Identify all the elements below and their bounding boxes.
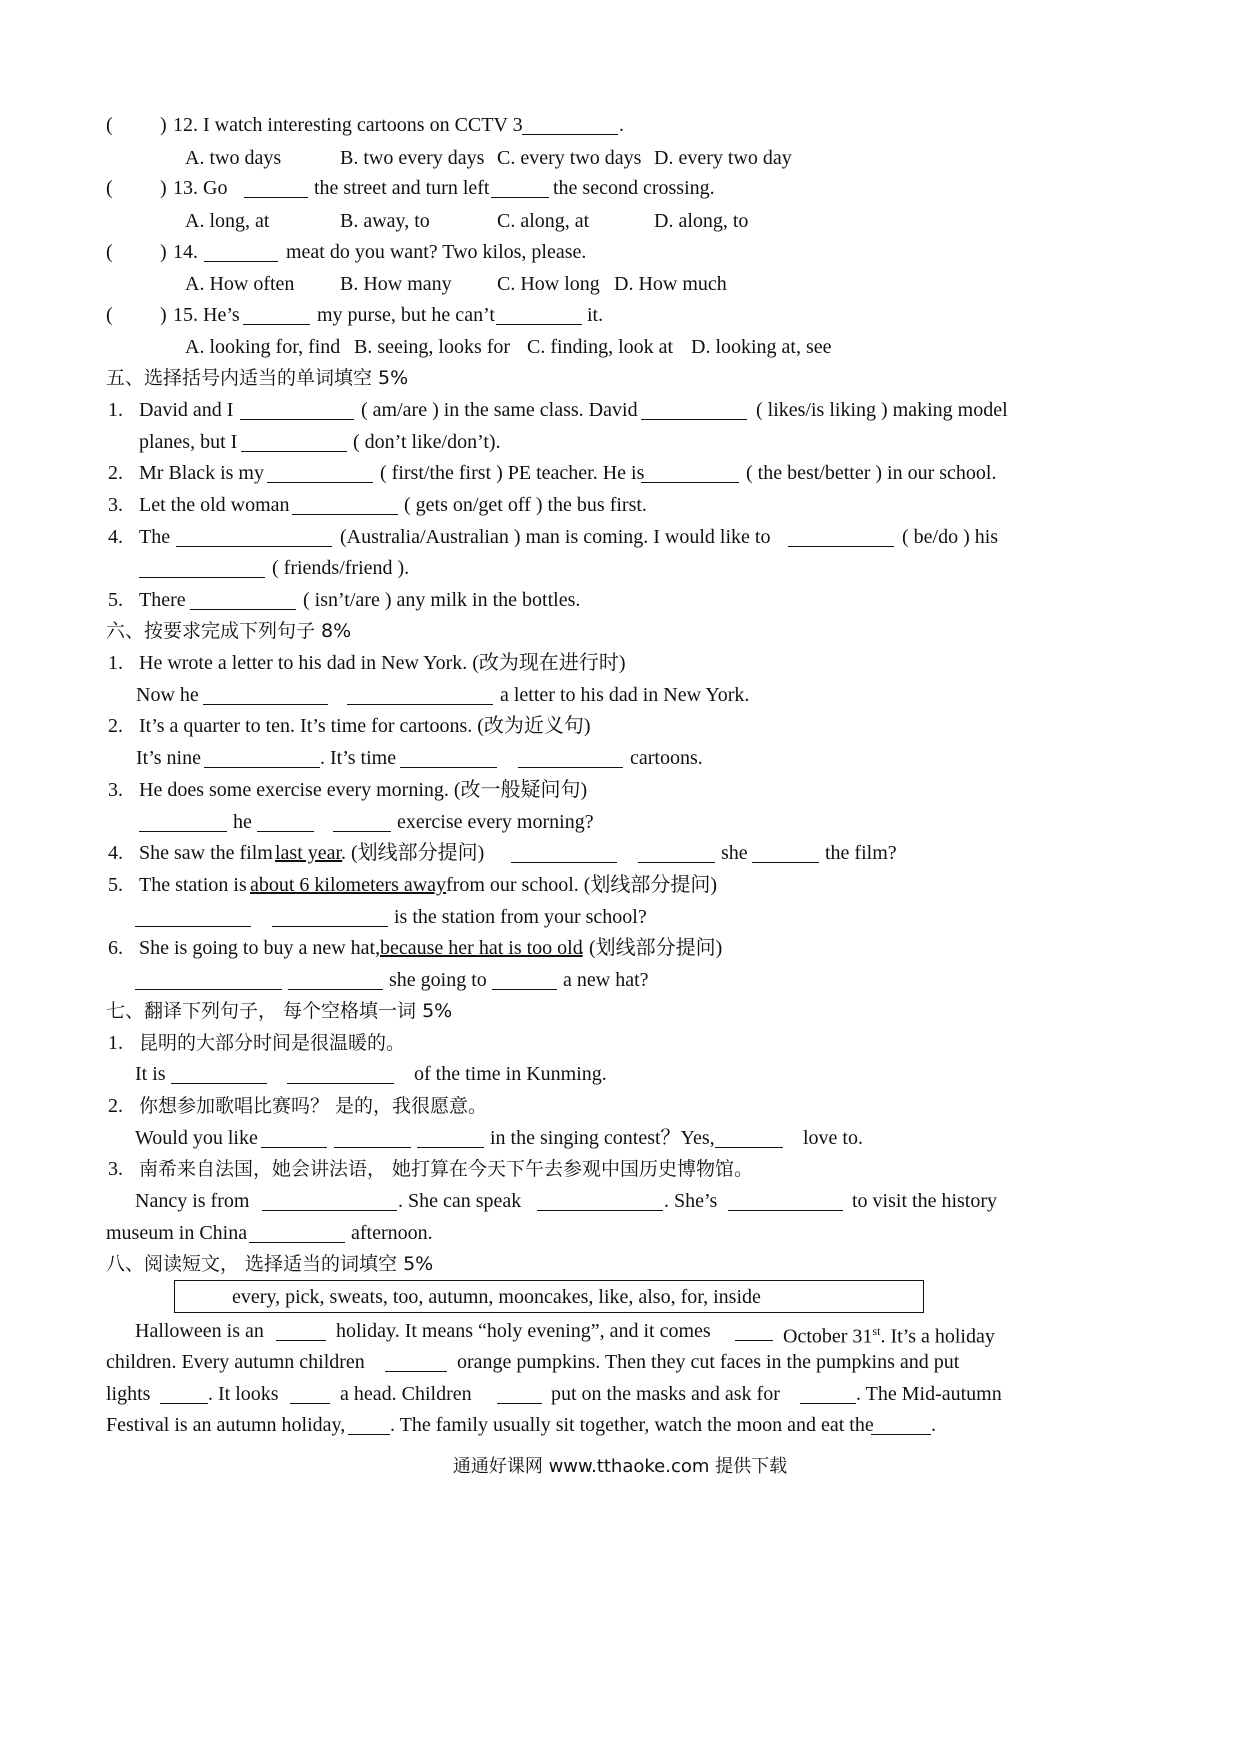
answer-blank[interactable]	[385, 1351, 447, 1372]
option-b: B. two every days	[340, 147, 485, 169]
answer-blank[interactable]	[417, 1127, 484, 1148]
sec6-item-2-answer	[0, 743, 1240, 773]
section-7-title	[0, 996, 1240, 1026]
passage-text: Halloween is an	[135, 1320, 264, 1342]
item-text: It’s nine	[136, 747, 201, 769]
sec6-item-2	[0, 711, 1240, 741]
option-a: A. long, at	[185, 210, 270, 232]
item-text: Nancy is from	[135, 1190, 250, 1212]
item-text: is the station from your school?	[394, 906, 647, 928]
passage-text: orange pumpkins. Then they cut faces in the pumpkins and put	[457, 1351, 960, 1373]
passage-line-2	[0, 1347, 1240, 1377]
item-number: 3.	[108, 1158, 123, 1180]
answer-blank[interactable]	[491, 177, 549, 198]
answer-blank[interactable]	[160, 1383, 208, 1404]
answer-blank[interactable]	[400, 747, 497, 768]
passage-line-1	[0, 1316, 1240, 1346]
item-number: 2.	[108, 462, 123, 484]
answer-blank[interactable]	[287, 1063, 394, 1084]
item-text: The	[139, 526, 171, 548]
passage-text: holiday. It means “holy evening”, and it comes	[336, 1320, 711, 1342]
word-bank: every, pick, sweats, too, autumn, mooncakes, like, also, for, inside	[232, 1286, 761, 1308]
sec6-item-3-answer	[0, 807, 1240, 837]
item-text: The station is	[139, 874, 247, 896]
footer-text: 通通好课网 www.tthaoke.com 提供下载	[452, 1456, 788, 1477]
item-text: in the singing contest？Yes,	[490, 1127, 715, 1149]
options-13	[0, 206, 1240, 236]
item-text: ( isn’t/are ) any milk in the bottles.	[303, 589, 581, 611]
item-number: 5.	[108, 589, 123, 611]
answer-blank[interactable]	[347, 684, 493, 705]
sec5-item-5	[0, 585, 1240, 615]
item-text: love to.	[803, 1127, 863, 1149]
underlined-phrase: about 6 kilometers away	[250, 874, 447, 896]
answer-blank[interactable]	[135, 906, 251, 927]
answer-blank[interactable]	[240, 399, 354, 420]
passage-text: . The family usually sit together, watch the moon and eat the	[390, 1414, 874, 1436]
option-a: A. two days	[185, 147, 282, 169]
question-stem: 14.	[173, 241, 198, 263]
sec7-item-3-cont	[0, 1218, 1240, 1248]
item-text: . She can speak	[398, 1190, 522, 1212]
item-number: 2.	[108, 715, 123, 737]
answer-blank[interactable]	[788, 526, 894, 547]
answer-blank[interactable]	[261, 1127, 327, 1148]
answer-blank[interactable]	[638, 842, 715, 863]
item-text: exercise every morning?	[397, 811, 594, 833]
answer-blank[interactable]	[728, 1190, 843, 1211]
passage-text: . The Mid-autumn	[856, 1383, 1002, 1405]
item-text: She is going to buy a new hat,	[139, 937, 381, 959]
options-12	[0, 143, 1240, 173]
item-text: He wrote a letter to his dad in New York. (改为现在进行时)	[139, 652, 626, 674]
answer-blank[interactable]	[715, 1127, 783, 1148]
option-c: C. How long	[497, 273, 600, 295]
answer-blank[interactable]	[135, 969, 282, 990]
sec7-item-2	[0, 1091, 1240, 1121]
answer-blank[interactable]	[334, 1127, 411, 1148]
item-number: 4.	[108, 842, 123, 864]
options-15	[0, 332, 1240, 362]
item-text: afternoon.	[351, 1222, 433, 1244]
answer-blank[interactable]	[348, 1414, 390, 1435]
item-number: 1.	[108, 1032, 123, 1054]
item-text: a letter to his dad in New York.	[500, 684, 750, 706]
option-c: C. along, at	[497, 210, 590, 232]
option-d: D. every two day	[654, 147, 792, 169]
item-text: ( likes/is liking ) making model	[756, 399, 1008, 421]
option-b: B. How many	[340, 273, 452, 295]
sec6-item-5-answer	[0, 902, 1240, 932]
question-stem: it.	[587, 304, 604, 326]
question-stem: 12. I watch interesting cartoons on CCTV 3	[173, 114, 523, 136]
passage-text: a head. Children	[340, 1383, 472, 1405]
answer-blank[interactable]	[333, 811, 391, 832]
section-6-title	[0, 616, 1240, 646]
sec6-item-5	[0, 870, 1240, 900]
answer-blank[interactable]	[257, 811, 314, 832]
page-footer	[0, 1452, 1240, 1478]
answer-blank[interactable]	[272, 906, 388, 927]
sec5-item-3	[0, 490, 1240, 520]
item-text: . She’s	[664, 1190, 718, 1212]
paren-close: )	[160, 114, 167, 136]
stem-end: .	[619, 114, 624, 136]
item-text: Now he	[136, 684, 199, 706]
answer-blank[interactable]	[204, 241, 278, 262]
question-stem: the second crossing.	[553, 177, 715, 199]
sec5-item-1	[0, 395, 1240, 425]
item-text: museum in China	[106, 1222, 248, 1244]
item-text: . (划线部分提问)	[579, 937, 723, 959]
answer-blank[interactable]	[496, 304, 582, 325]
item-number: 3.	[108, 494, 123, 516]
item-number: 1.	[108, 399, 123, 421]
option-a: A. How often	[185, 273, 295, 295]
answer-blank[interactable]	[249, 1222, 345, 1243]
item-text: she	[721, 842, 748, 864]
item-text: . (划线部分提问)	[341, 842, 485, 864]
item-text: a new hat?	[563, 969, 649, 991]
underlined-phrase: because her hat is too old	[380, 937, 583, 959]
sec5-item-4-cont	[0, 553, 1240, 583]
item-text: . It’s time	[320, 747, 397, 769]
passage-line-3	[0, 1379, 1240, 1409]
option-b: B. seeing, looks for	[354, 336, 511, 358]
option-d: D. along, to	[654, 210, 749, 232]
item-number: 3.	[108, 779, 123, 801]
item-text: to visit the history	[852, 1190, 997, 1212]
section-title: 五、选择括号内适当的单词填空 5%	[106, 367, 409, 389]
sec6-item-3	[0, 775, 1240, 805]
item-number: 2.	[108, 1095, 123, 1117]
sec7-item-1-answer	[0, 1059, 1240, 1089]
option-d: D. looking at, see	[691, 336, 832, 358]
item-text: of the time in Kunming.	[414, 1063, 607, 1085]
item-text-chinese: 你想参加歌唱比赛吗？ 是的，我很愿意。	[139, 1095, 488, 1117]
answer-blank[interactable]	[243, 304, 310, 325]
item-text-chinese: 昆明的大部分时间是很温暖的。	[139, 1032, 406, 1054]
item-text: There	[139, 589, 186, 611]
answer-blank[interactable]	[190, 589, 296, 610]
item-text: David and I	[139, 399, 234, 421]
answer-blank[interactable]	[497, 1383, 542, 1404]
passage-text: . It looks	[208, 1383, 279, 1405]
answer-blank[interactable]	[262, 1190, 397, 1211]
answer-blank[interactable]	[288, 969, 383, 990]
answer-blank[interactable]	[241, 431, 347, 452]
answer-blank[interactable]	[518, 747, 623, 768]
word-bank-line	[0, 1282, 1240, 1312]
answer-blank[interactable]	[800, 1383, 856, 1404]
item-text: ( first/the first ) PE teacher. He is	[380, 462, 645, 484]
sec6-item-4	[0, 838, 1240, 868]
answer-blank[interactable]	[139, 557, 265, 578]
section-5-title	[0, 363, 1240, 393]
options-14	[0, 269, 1240, 299]
answer-blank[interactable]	[176, 526, 332, 547]
question-stem: 13. Go	[173, 177, 228, 199]
option-b: B. away, to	[340, 210, 430, 232]
item-text: planes, but I	[139, 431, 238, 453]
answer-blank[interactable]	[244, 177, 308, 198]
item-text: Mr Black is my	[139, 462, 264, 484]
superscript: st	[872, 1324, 881, 1338]
item-text: It’s a quarter to ten. It’s time for cartoons. (改为近义句)	[139, 715, 591, 737]
item-text: Would you like	[135, 1127, 258, 1149]
item-text: ( am/are ) in the same class. David	[361, 399, 638, 421]
answer-blank[interactable]	[641, 462, 739, 483]
question-13	[0, 173, 1240, 203]
item-text: cartoons.	[630, 747, 703, 769]
item-text: ( don’t like/don’t).	[353, 431, 501, 453]
item-number: 5.	[108, 874, 123, 896]
paren-close: )	[160, 177, 167, 199]
underlined-phrase: last year	[275, 842, 343, 864]
sec5-item-1-cont	[0, 427, 1240, 457]
option-c: C. finding, look at	[527, 336, 674, 358]
paren-close: )	[160, 304, 167, 326]
item-text: the film?	[825, 842, 897, 864]
question-14	[0, 237, 1240, 267]
item-text: ( be/do ) his	[902, 526, 999, 548]
item-text: ( gets on/get off ) the bus first.	[404, 494, 647, 516]
item-text: from our school. (划线部分提问)	[446, 874, 718, 896]
passage-text: Festival is an autumn holiday,	[106, 1414, 346, 1436]
question-12	[0, 110, 1240, 140]
answer-blank[interactable]	[139, 811, 227, 832]
option-d: D. How much	[614, 273, 727, 295]
question-stem: the street and turn left	[314, 177, 490, 199]
passage-text: lights	[106, 1383, 151, 1405]
item-text: He does some exercise every morning. (改一般疑问句)	[139, 779, 588, 801]
item-text: (Australia/Australian ) man is coming. I would like to	[340, 526, 771, 548]
answer-blank[interactable]	[752, 842, 819, 863]
sec6-item-6	[0, 933, 1240, 963]
sec7-item-3	[0, 1154, 1240, 1184]
question-stem: meat do you want? Two kilos, please.	[286, 241, 587, 263]
answer-blank[interactable]	[292, 494, 398, 515]
answer-blank[interactable]	[735, 1320, 773, 1341]
paren-open: (	[106, 304, 113, 326]
sec5-item-4	[0, 522, 1240, 552]
section-title: 六、按要求完成下列句子 8%	[106, 620, 352, 642]
sec7-item-2-answer	[0, 1123, 1240, 1153]
section-8-title	[0, 1249, 1240, 1279]
answer-blank[interactable]	[492, 969, 557, 990]
question-stem: my purse, but he can’t	[317, 304, 495, 326]
answer-blank[interactable]	[522, 114, 618, 135]
item-text: Let the old woman	[139, 494, 290, 516]
paren-open: (	[106, 114, 113, 136]
answer-blank[interactable]	[511, 842, 617, 863]
answer-blank[interactable]	[641, 399, 747, 420]
paren-close: )	[160, 241, 167, 263]
item-text: It is	[135, 1063, 166, 1085]
item-text-chinese: 南希来自法国，她会讲法语， 她打算在今天下午去参观中国历史博物馆。	[139, 1158, 754, 1180]
sec6-item-1	[0, 648, 1240, 678]
passage-text: put on the masks and ask for	[551, 1383, 780, 1405]
passage-text: .	[931, 1414, 936, 1436]
answer-blank[interactable]	[290, 1383, 330, 1404]
sec6-item-6-answer	[0, 965, 1240, 995]
passage-text: October 31st. It’s a holiday	[783, 1324, 995, 1348]
passage-line-4	[0, 1410, 1240, 1440]
question-15	[0, 300, 1240, 330]
sec7-item-1	[0, 1028, 1240, 1058]
answer-blank[interactable]	[276, 1320, 326, 1341]
question-stem: 15. He’s	[173, 304, 240, 326]
answer-blank[interactable]	[871, 1414, 931, 1435]
answer-blank[interactable]	[203, 684, 328, 705]
sec5-item-2	[0, 458, 1240, 488]
sec7-item-3-answer	[0, 1186, 1240, 1216]
option-c: C. every two days	[497, 147, 642, 169]
paren-open: (	[106, 241, 113, 263]
option-a: A. looking for, find	[185, 336, 341, 358]
sec6-item-1-answer	[0, 680, 1240, 710]
answer-blank[interactable]	[204, 747, 320, 768]
section-title: 七、翻译下列句子， 每个空格填一词 5%	[106, 1000, 453, 1022]
item-text: ( the best/better ) in our school.	[746, 462, 997, 484]
passage-text: children. Every autumn children	[106, 1351, 365, 1373]
item-text: he	[233, 811, 252, 833]
section-title: 八、阅读短文， 选择适当的词填空 5%	[106, 1253, 434, 1275]
answer-blank[interactable]	[267, 462, 373, 483]
answer-blank[interactable]	[537, 1190, 663, 1211]
item-text: She saw the film	[139, 842, 273, 864]
answer-blank[interactable]	[171, 1063, 267, 1084]
paren-open: (	[106, 177, 113, 199]
item-number: 4.	[108, 526, 123, 548]
item-text: ( friends/friend ).	[272, 557, 410, 579]
item-number: 6.	[108, 937, 123, 959]
item-text: she going to	[389, 969, 487, 991]
item-number: 1.	[108, 652, 123, 674]
